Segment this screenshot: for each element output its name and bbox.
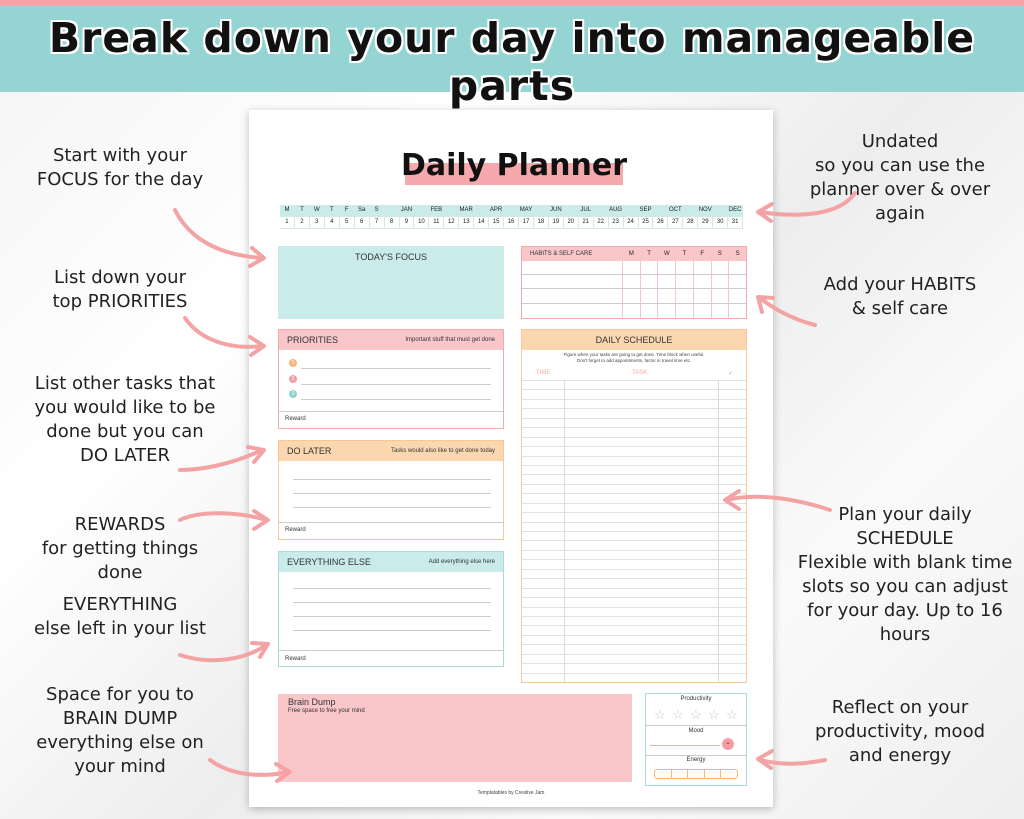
do-later-title: DO LATER bbox=[287, 446, 332, 456]
spacer-cell bbox=[534, 205, 549, 217]
note-braindump bbox=[20, 683, 220, 779]
reward-label: Reward bbox=[285, 416, 306, 422]
schedule-row-line bbox=[522, 607, 746, 608]
note-dolater bbox=[10, 372, 240, 468]
footer-credit: Templatables by Creative Jam bbox=[477, 790, 545, 796]
schedule-row-line bbox=[522, 474, 746, 475]
day-cell[interactable]: 12 bbox=[444, 217, 459, 229]
note-focus bbox=[20, 144, 220, 192]
star-icon[interactable]: ☆ bbox=[654, 707, 666, 722]
schedule-note-line: Don't forget to add appointments, factor in travel time etc. bbox=[576, 358, 692, 363]
month-cell[interactable]: SEP bbox=[639, 205, 654, 217]
note-line: your mind bbox=[74, 756, 166, 777]
month-cell[interactable]: JUL bbox=[579, 205, 594, 217]
schedule-note bbox=[522, 352, 746, 364]
day-cell[interactable]: 3 bbox=[310, 217, 325, 229]
schedule-row-line bbox=[522, 380, 746, 381]
note-line: Space for you to bbox=[46, 684, 194, 705]
month-cell[interactable]: MAR bbox=[459, 205, 474, 217]
divider bbox=[279, 411, 503, 412]
note-line: EVERYTHING bbox=[62, 594, 178, 615]
spacer-cell bbox=[564, 205, 579, 217]
day-cell[interactable]: 19 bbox=[549, 217, 564, 229]
priority-line[interactable] bbox=[301, 384, 491, 385]
col-check-label: ✓ bbox=[728, 371, 734, 377]
weekday-cell[interactable]: S bbox=[370, 205, 385, 217]
weekday-cell[interactable]: Sa bbox=[355, 205, 370, 217]
note-line: and energy bbox=[848, 745, 952, 766]
schedule-row-line bbox=[522, 644, 746, 645]
priorities-header bbox=[279, 330, 503, 350]
month-cell[interactable]: NOV bbox=[698, 205, 713, 217]
schedule-row-line bbox=[522, 465, 746, 466]
note-undated bbox=[790, 130, 1010, 226]
brain-dump-subtitle: Free space to free your mind bbox=[288, 708, 365, 714]
spacer-cell bbox=[385, 205, 400, 217]
task-line[interactable] bbox=[293, 507, 491, 508]
month-cell[interactable]: MAY bbox=[519, 205, 534, 217]
weekday-cell[interactable]: T bbox=[295, 205, 310, 217]
month-cell[interactable]: OCT bbox=[668, 205, 683, 217]
note-line: so you can use the bbox=[814, 155, 986, 176]
date-grid-days bbox=[280, 217, 743, 229]
day-cell[interactable]: 10 bbox=[414, 217, 429, 229]
spacer-cell bbox=[653, 205, 668, 217]
energy-segment[interactable] bbox=[655, 770, 672, 778]
energy-bar[interactable] bbox=[654, 769, 738, 779]
day-cell[interactable]: 26 bbox=[653, 217, 668, 229]
do-later-box[interactable] bbox=[278, 440, 504, 540]
habits-day-grid bbox=[622, 247, 746, 318]
schedule-row-line bbox=[522, 654, 746, 655]
spacer-cell bbox=[713, 205, 728, 217]
day-cell[interactable]: 28 bbox=[683, 217, 698, 229]
day-cell[interactable]: 30 bbox=[713, 217, 728, 229]
date-grid-header bbox=[280, 205, 743, 217]
energy-label: Energy bbox=[686, 757, 706, 763]
mood-label: Mood bbox=[688, 728, 704, 734]
schedule-row-line bbox=[522, 512, 746, 513]
schedule-row-line bbox=[522, 625, 746, 626]
day-cell[interactable]: 31 bbox=[728, 217, 743, 229]
priorities-box[interactable] bbox=[278, 329, 504, 429]
habit-row-line bbox=[522, 303, 746, 304]
col-task-label: TASK bbox=[632, 370, 648, 376]
weekday-cell[interactable]: M bbox=[280, 205, 295, 217]
note-line: for getting things bbox=[41, 538, 199, 559]
note-line: Flexible with blank time bbox=[797, 552, 1013, 573]
note-everything bbox=[10, 593, 230, 641]
star-icon[interactable]: ☆ bbox=[672, 707, 684, 722]
habit-day-column[interactable]: W bbox=[657, 247, 675, 318]
reflect-box[interactable] bbox=[645, 693, 747, 786]
day-cell[interactable]: 15 bbox=[489, 217, 504, 229]
note-line: Undated bbox=[861, 131, 939, 152]
star-icon[interactable]: ☆ bbox=[690, 707, 702, 722]
schedule-row-line bbox=[522, 531, 746, 532]
planner-sheet bbox=[249, 110, 773, 807]
schedule-row-line bbox=[522, 578, 746, 579]
star-icon[interactable]: ☆ bbox=[708, 707, 720, 722]
planner-title: Daily Planner bbox=[400, 148, 628, 183]
note-line: done but you can bbox=[46, 421, 204, 442]
note-line: again bbox=[875, 203, 925, 224]
day-cell[interactable]: 16 bbox=[504, 217, 519, 229]
note-line: hours bbox=[879, 624, 931, 645]
schedule-row-line bbox=[522, 437, 746, 438]
note-line: productivity, mood bbox=[814, 721, 986, 742]
day-cell[interactable]: 21 bbox=[579, 217, 594, 229]
habit-day-column[interactable]: M bbox=[622, 247, 640, 318]
do-later-subtitle: Tasks would also like to get done today bbox=[390, 448, 495, 454]
habits-box[interactable] bbox=[521, 246, 747, 319]
schedule-row-line bbox=[522, 540, 746, 541]
day-cell[interactable]: 4 bbox=[325, 217, 340, 229]
habit-day-column[interactable]: S bbox=[728, 247, 746, 318]
day-cell[interactable]: 22 bbox=[594, 217, 609, 229]
day-cell[interactable]: 7 bbox=[370, 217, 385, 229]
task-line[interactable] bbox=[293, 602, 491, 603]
note-line: everything else on bbox=[36, 732, 204, 753]
todays-focus-box[interactable] bbox=[278, 246, 504, 319]
schedule-row-line bbox=[522, 503, 746, 504]
brain-dump-title: Brain Dump bbox=[288, 697, 336, 707]
col-time-label: TIME bbox=[536, 370, 551, 376]
weekday-cell[interactable]: W bbox=[310, 205, 325, 217]
spacer-cell bbox=[474, 205, 489, 217]
divider bbox=[646, 725, 746, 726]
everything-else-header bbox=[279, 552, 503, 572]
schedule-row-line bbox=[522, 635, 746, 636]
spacer-cell bbox=[504, 205, 519, 217]
note-priorities bbox=[20, 266, 220, 314]
note-line: Add your HABITS bbox=[823, 274, 977, 295]
note-line: Start with your bbox=[52, 145, 188, 166]
day-cell[interactable]: 23 bbox=[609, 217, 624, 229]
mood-slider-track[interactable] bbox=[650, 745, 720, 746]
schedule-row-line bbox=[522, 522, 746, 523]
note-schedule bbox=[790, 503, 1020, 647]
habit-day-column[interactable]: F bbox=[693, 247, 711, 318]
day-cell[interactable]: 27 bbox=[668, 217, 683, 229]
habit-day-column[interactable]: S bbox=[711, 247, 729, 318]
everything-else-box[interactable] bbox=[278, 551, 504, 667]
schedule-title: DAILY SCHEDULE bbox=[595, 335, 673, 345]
spacer-cell bbox=[414, 205, 429, 217]
schedule-row-line bbox=[522, 399, 746, 400]
schedule-row-line bbox=[522, 456, 746, 457]
divider bbox=[279, 650, 503, 651]
schedule-row-line bbox=[522, 588, 746, 589]
note-line: FOCUS for the day bbox=[36, 169, 204, 190]
everything-else-subtitle: Add everything else here bbox=[428, 559, 495, 565]
day-cell[interactable]: 20 bbox=[564, 217, 579, 229]
brain-dump-box[interactable] bbox=[278, 694, 632, 782]
spacer-cell bbox=[683, 205, 698, 217]
divider bbox=[279, 522, 503, 523]
month-cell[interactable]: JAN bbox=[400, 205, 415, 217]
note-line: planner over & over bbox=[809, 179, 991, 200]
energy-segment[interactable] bbox=[688, 770, 705, 778]
day-cell[interactable]: 5 bbox=[340, 217, 355, 229]
schedule-row-line bbox=[522, 597, 746, 598]
energy-segment[interactable] bbox=[705, 770, 722, 778]
schedule-row-line bbox=[522, 663, 746, 664]
note-line: else left in your list bbox=[34, 618, 206, 639]
priority-number: 3 bbox=[289, 390, 297, 398]
note-line: & self care bbox=[851, 298, 949, 319]
day-cell[interactable]: 18 bbox=[534, 217, 549, 229]
habit-row-line bbox=[522, 274, 746, 275]
note-habits bbox=[790, 273, 1010, 321]
note-line: BRAIN DUMP bbox=[62, 708, 178, 729]
note-line: you would like to be bbox=[34, 397, 216, 418]
habits-title: HABITS & SELF CARE bbox=[530, 251, 593, 257]
mood-face-icon[interactable]: •• bbox=[722, 738, 734, 750]
schedule-row-line bbox=[522, 408, 746, 409]
schedule-row-line bbox=[522, 550, 746, 551]
focus-label: TODAY'S FOCUS bbox=[355, 252, 427, 262]
energy-segment[interactable] bbox=[672, 770, 689, 778]
month-cell[interactable]: DEC bbox=[728, 205, 743, 217]
task-line[interactable] bbox=[293, 479, 491, 480]
weekday-cell[interactable]: F bbox=[340, 205, 355, 217]
daily-schedule-box[interactable] bbox=[521, 329, 747, 683]
schedule-row-line bbox=[522, 484, 746, 485]
habit-row-line bbox=[522, 288, 746, 289]
day-cell[interactable]: 29 bbox=[698, 217, 713, 229]
date-grid bbox=[280, 205, 743, 229]
note-line: DO LATER bbox=[80, 445, 170, 466]
spacer-cell bbox=[594, 205, 609, 217]
day-cell[interactable]: 1 bbox=[280, 217, 295, 229]
star-icon[interactable]: ☆ bbox=[726, 707, 738, 722]
priority-line[interactable] bbox=[301, 368, 491, 369]
banner-title: Break down your day into manageable parts bbox=[48, 14, 976, 110]
task-line[interactable] bbox=[293, 588, 491, 589]
note-line: slots so you can adjust bbox=[802, 576, 1008, 597]
month-cell[interactable]: APR bbox=[489, 205, 504, 217]
schedule-column-divider bbox=[564, 380, 565, 682]
schedule-row-line bbox=[522, 559, 746, 560]
note-line: List other tasks that bbox=[34, 373, 216, 394]
priorities-subtitle: Important stuff that must get done bbox=[405, 337, 495, 343]
divider bbox=[646, 755, 746, 756]
energy-segment[interactable] bbox=[721, 770, 737, 778]
day-cell[interactable]: 11 bbox=[429, 217, 444, 229]
day-cell[interactable]: 24 bbox=[624, 217, 639, 229]
schedule-column-divider bbox=[718, 380, 719, 682]
everything-else-title: EVERYTHING ELSE bbox=[287, 557, 371, 567]
schedule-row-line bbox=[522, 673, 746, 674]
schedule-header bbox=[522, 330, 746, 350]
note-line: List down your bbox=[54, 267, 186, 288]
note-rewards bbox=[20, 513, 220, 585]
day-cell[interactable]: 14 bbox=[474, 217, 489, 229]
task-line[interactable] bbox=[293, 630, 491, 631]
schedule-row-line bbox=[522, 569, 746, 570]
schedule-row-line bbox=[522, 446, 746, 447]
habit-day-column[interactable]: T bbox=[640, 247, 658, 318]
month-cell[interactable]: FEB bbox=[429, 205, 444, 217]
note-line: Reflect on your bbox=[831, 697, 969, 718]
schedule-row-line bbox=[522, 616, 746, 617]
spacer-cell bbox=[624, 205, 639, 217]
priority-number: 2 bbox=[289, 375, 297, 383]
day-cell[interactable]: 13 bbox=[459, 217, 474, 229]
note-line: Plan your daily bbox=[838, 504, 972, 525]
priorities-title: PRIORITIES bbox=[287, 335, 339, 345]
note-line: top PRIORITIES bbox=[52, 291, 188, 312]
task-line[interactable] bbox=[293, 493, 491, 494]
schedule-rows[interactable] bbox=[522, 380, 746, 682]
note-line: REWARDS bbox=[74, 514, 166, 535]
reward-label: Reward bbox=[285, 656, 306, 662]
do-later-header bbox=[279, 441, 503, 461]
day-cell[interactable]: 6 bbox=[355, 217, 370, 229]
habit-day-column[interactable]: T bbox=[675, 247, 693, 318]
reward-label: Reward bbox=[285, 527, 306, 533]
schedule-note-line: Figure when your tasks are going to get done. Time block when useful. bbox=[563, 352, 705, 357]
month-cell[interactable]: JUN bbox=[549, 205, 564, 217]
productivity-label: Productivity bbox=[680, 696, 712, 702]
note-line: for your day. Up to 16 bbox=[807, 600, 1003, 621]
spacer-cell bbox=[444, 205, 459, 217]
schedule-row-line bbox=[522, 427, 746, 428]
priority-number: 1 bbox=[289, 359, 297, 367]
day-cell[interactable]: 9 bbox=[400, 217, 415, 229]
priority-line[interactable] bbox=[301, 399, 491, 400]
schedule-row-line bbox=[522, 418, 746, 419]
note-reflect bbox=[790, 696, 1010, 768]
weekday-cell[interactable]: T bbox=[325, 205, 340, 217]
day-cell[interactable]: 17 bbox=[519, 217, 534, 229]
day-cell[interactable]: 8 bbox=[385, 217, 400, 229]
note-line: SCHEDULE bbox=[856, 528, 954, 549]
note-line: done bbox=[97, 562, 143, 583]
schedule-row-line bbox=[522, 389, 746, 390]
month-cell[interactable]: AUG bbox=[609, 205, 624, 217]
schedule-row-line bbox=[522, 493, 746, 494]
day-cell[interactable]: 2 bbox=[295, 217, 310, 229]
day-cell[interactable]: 25 bbox=[639, 217, 654, 229]
task-line[interactable] bbox=[293, 616, 491, 617]
